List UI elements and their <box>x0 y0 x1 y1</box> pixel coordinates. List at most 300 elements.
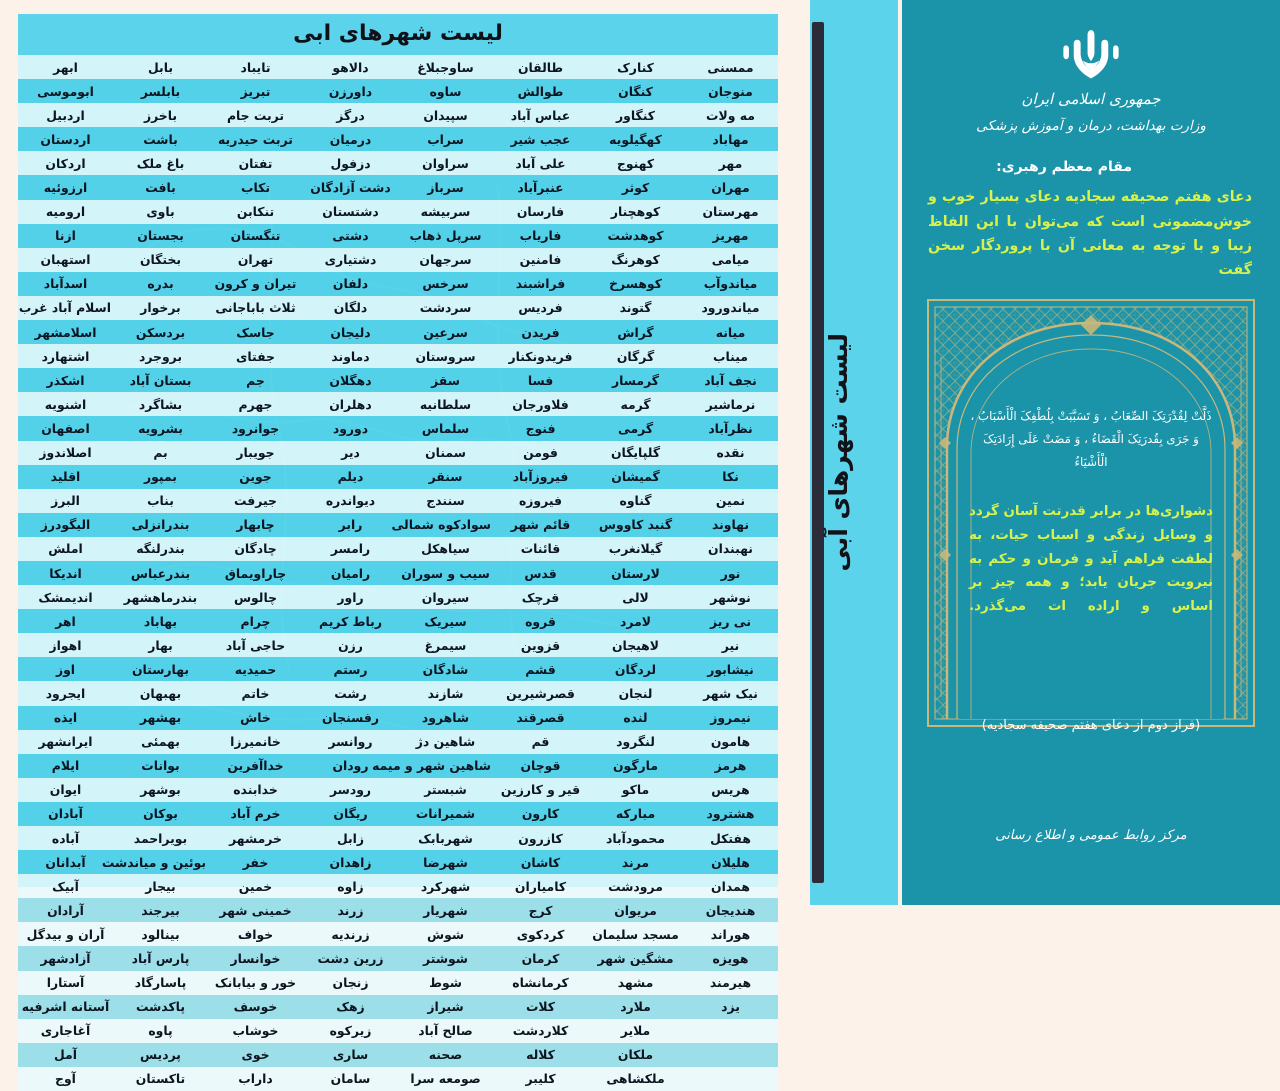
city-cell: تایباد <box>208 55 303 79</box>
city-cell: روانسر <box>303 730 398 754</box>
table-row <box>18 730 778 754</box>
city-cell: تنگستان <box>208 224 303 248</box>
city-cell: آبیک <box>18 874 113 898</box>
city-cell: عجب شیر <box>493 127 588 151</box>
city-cell: زهک <box>303 995 398 1019</box>
spine-title-text: لیست شهرهای آبی <box>823 333 853 572</box>
city-cell: چابهار <box>208 513 303 537</box>
city-cell: کهنوج <box>588 151 683 175</box>
city-cell: شیراز <box>398 995 493 1019</box>
city-cell: ملکان <box>588 1043 683 1067</box>
city-cell: زرین دشت <box>303 946 398 970</box>
city-cell: اشنویه <box>18 392 113 416</box>
city-cell: شمیرانات <box>398 802 493 826</box>
city-cell: سلماس <box>398 416 493 440</box>
city-cell: برخوار <box>113 296 208 320</box>
city-cell: کوثر <box>588 175 683 199</box>
city-cell: کنارک <box>588 55 683 79</box>
city-cell: لنده <box>588 706 683 730</box>
city-cell: اسلامشهر <box>18 320 113 344</box>
leader-quote-text: دعای هفتم صحیفه سجادیه دعای بسیار خوب و خوش‌مضمونی است که می‌توان با این الفاظ زیبا و با توجه به معانی آن با پروردگار سخن گفت <box>928 189 1252 279</box>
city-cell: تفتان <box>208 151 303 175</box>
city-cell: زرندیه <box>303 922 398 946</box>
city-cell: اسلام آباد غرب <box>18 296 113 320</box>
iran-emblem-icon <box>1056 26 1126 84</box>
city-cell: خداآفرین <box>208 754 303 778</box>
city-cell: لنگرود <box>588 730 683 754</box>
city-cell: گرمی <box>588 416 683 440</box>
city-cell: ملایر <box>588 1019 683 1043</box>
city-cell: باوی <box>113 200 208 224</box>
table-row <box>18 537 778 561</box>
city-cell: گتوند <box>588 296 683 320</box>
city-cell: بافت <box>113 175 208 199</box>
city-cell: گرمه <box>588 392 683 416</box>
city-cell: سرخس <box>398 272 493 296</box>
city-cell: آمل <box>18 1043 113 1067</box>
city-cell: گرگان <box>588 344 683 368</box>
city-cell: سرجهان <box>398 248 493 272</box>
table-row <box>18 1067 778 1091</box>
city-cell: جم <box>208 368 303 392</box>
city-cell: خرم آباد <box>208 802 303 826</box>
city-cell: رودسر <box>303 778 398 802</box>
city-cell: کوهسرخ <box>588 272 683 296</box>
city-cell: جویبار <box>208 441 303 465</box>
city-cell: کاشان <box>493 850 588 874</box>
city-cell: مرودشت <box>588 874 683 898</box>
city-cell: مرند <box>588 850 683 874</box>
city-cell: سروستان <box>398 344 493 368</box>
city-cell: نمین <box>683 489 778 513</box>
table-row <box>18 103 778 127</box>
city-cell: سمنان <box>398 441 493 465</box>
city-cell: پاکدشت <box>113 995 208 1019</box>
city-cell: راور <box>303 585 398 609</box>
city-cell: نور <box>683 561 778 585</box>
city-cell: تکاب <box>208 175 303 199</box>
city-cell: بیجار <box>113 874 208 898</box>
city-cell: تبریز <box>208 79 303 103</box>
city-cell: قزوین <box>493 633 588 657</box>
city-cell: درگز <box>303 103 398 127</box>
city-cell: پردیس <box>113 1043 208 1067</box>
city-cell: شهریار <box>398 898 493 922</box>
ministry-line-2: وزارت بهداشت، درمان و آموزش پزشکی <box>976 118 1206 135</box>
city-cell: طالقان <box>493 55 588 79</box>
city-cell: کلات <box>493 995 588 1019</box>
city-cell: زابل <box>303 826 398 850</box>
city-cell: خور و بیابانک <box>208 971 303 995</box>
table-row <box>18 657 778 681</box>
city-cell: کلاردشت <box>493 1019 588 1043</box>
city-cell: دشتی <box>303 224 398 248</box>
city-cell: هرمز <box>683 754 778 778</box>
city-cell: شاهین دژ <box>398 730 493 754</box>
city-cell: بوشهر <box>113 778 208 802</box>
city-cell: سیریک <box>398 609 493 633</box>
city-cell: آستانه اشرفیه <box>18 995 113 1019</box>
city-cell: جهرم <box>208 392 303 416</box>
table-row <box>18 465 778 489</box>
table-row <box>18 802 778 826</box>
city-cell: بوئین و میاندشت <box>113 850 208 874</box>
city-cell: البرز <box>18 489 113 513</box>
table-row <box>18 416 778 440</box>
city-cell: مریوان <box>588 898 683 922</box>
city-cell: نیمروز <box>683 706 778 730</box>
city-cell: لنجان <box>588 681 683 705</box>
city-cell: آستارا <box>18 971 113 995</box>
city-cell: جفتای <box>208 344 303 368</box>
city-cell: بویراحمد <box>113 826 208 850</box>
city-cell: جوانرود <box>208 416 303 440</box>
city-cell: کامیاران <box>493 874 588 898</box>
city-cell: رزن <box>303 633 398 657</box>
city-cell: کرمان <box>493 946 588 970</box>
city-cell: رستم <box>303 657 398 681</box>
city-cell: اشکذر <box>18 368 113 392</box>
city-cell: کنگان <box>588 79 683 103</box>
city-cell: چرام <box>208 609 303 633</box>
city-cell: نجف آباد <box>683 368 778 392</box>
city-cell: لارستان <box>588 561 683 585</box>
city-cell: رامسر <box>303 537 398 561</box>
city-cell: مبارکه <box>588 802 683 826</box>
city-cell: رامیان <box>303 561 398 585</box>
city-cell: اندیمشک <box>18 585 113 609</box>
city-cell: دیواندره <box>303 489 398 513</box>
city-cell: بهاباد <box>113 609 208 633</box>
city-cell: فنوج <box>493 416 588 440</box>
city-cell: جیرفت <box>208 489 303 513</box>
city-cell: لردگان <box>588 657 683 681</box>
city-cell: فارسان <box>493 200 588 224</box>
city-cell: سرباز <box>398 175 493 199</box>
city-cell: بمپور <box>113 465 208 489</box>
city-cell: ایوان <box>18 778 113 802</box>
city-cell: اصفهان <box>18 416 113 440</box>
city-cell: سیروان <box>398 585 493 609</box>
city-cell: رفسنجان <box>303 706 398 730</box>
city-cell <box>683 1019 778 1043</box>
city-cell: سپیدان <box>398 103 493 127</box>
city-cell: صومعه سرا <box>398 1067 493 1091</box>
city-cell: درمیان <box>303 127 398 151</box>
city-cell: عنبرآباد <box>493 175 588 199</box>
announcement-poster-panel <box>902 0 1280 905</box>
city-cell: ماکو <box>588 778 683 802</box>
city-cell: اردبیل <box>18 103 113 127</box>
table-row <box>18 368 778 392</box>
cities-table-body <box>18 55 778 1091</box>
table-row <box>18 1019 778 1043</box>
table-row <box>18 971 778 995</box>
city-cell: آزادشهر <box>18 946 113 970</box>
city-cell: گلپایگان <box>588 441 683 465</box>
city-cell: داورزن <box>303 79 398 103</box>
city-cell: هویزه <box>683 946 778 970</box>
city-cell: شازند <box>398 681 493 705</box>
city-cell: لاهیجان <box>588 633 683 657</box>
city-cell: لالی <box>588 585 683 609</box>
table-row <box>18 151 778 175</box>
city-cell: دیلم <box>303 465 398 489</box>
city-cell: حاجی آباد <box>208 633 303 657</box>
city-cell: سنقر <box>398 465 493 489</box>
city-cell: ملارد <box>588 995 683 1019</box>
city-cell: بینالود <box>113 922 208 946</box>
city-cell: رابر <box>303 513 398 537</box>
city-cell: مهرستان <box>683 200 778 224</box>
city-cell: هندیجان <box>683 898 778 922</box>
table-row <box>18 778 778 802</box>
city-cell: باشت <box>113 127 208 151</box>
city-cell: هریس <box>683 778 778 802</box>
table-row <box>18 200 778 224</box>
city-cell: مهر <box>683 151 778 175</box>
table-row <box>18 754 778 778</box>
city-cell: ازنا <box>18 224 113 248</box>
city-cell: خاتم <box>208 681 303 705</box>
city-cell: نهاوند <box>683 513 778 537</box>
city-cell: ابوموسی <box>18 79 113 103</box>
city-cell: دالاهو <box>303 55 398 79</box>
city-cell: خوانسار <box>208 946 303 970</box>
city-cell: بابلسر <box>113 79 208 103</box>
city-cell: اندیکا <box>18 561 113 585</box>
city-cell: استهبان <box>18 248 113 272</box>
city-cell: آرادان <box>18 898 113 922</box>
city-cell: بروجرد <box>113 344 208 368</box>
city-cell: بستان آباد <box>113 368 208 392</box>
city-cell: صحنه <box>398 1043 493 1067</box>
city-cell: فیروزآباد <box>493 465 588 489</box>
city-cell: بردسکن <box>113 320 208 344</box>
city-cell: سامان <box>303 1067 398 1091</box>
city-cell: صالح آباد <box>398 1019 493 1043</box>
city-cell: بابل <box>113 55 208 79</box>
city-cell: شهرضا <box>398 850 493 874</box>
city-cell: قصرشیرین <box>493 681 588 705</box>
city-cell: بشرویه <box>113 416 208 440</box>
city-cell: باخرز <box>113 103 208 127</box>
city-cell: نی ریز <box>683 609 778 633</box>
city-cell: نظرآباد <box>683 416 778 440</box>
city-cell: دشتستان <box>303 200 398 224</box>
city-cell: بختگان <box>113 248 208 272</box>
city-cell: چالوس <box>208 585 303 609</box>
city-cell: پاوه <box>113 1019 208 1043</box>
city-cell: هشترود <box>683 802 778 826</box>
city-cell: سقز <box>398 368 493 392</box>
city-cell: تربت حیدریه <box>208 127 303 151</box>
city-cell: پارس آباد <box>113 946 208 970</box>
city-cell: پاسارگاد <box>113 971 208 995</box>
city-cell: نیک شهر <box>683 681 778 705</box>
city-cell: سراوان <box>398 151 493 175</box>
city-cell: بجستان <box>113 224 208 248</box>
table-row <box>18 127 778 151</box>
city-cell: هیرمند <box>683 971 778 995</box>
city-cell: همدان <box>683 874 778 898</box>
city-cell: نیر <box>683 633 778 657</box>
city-cell: دزفول <box>303 151 398 175</box>
spine-divider <box>812 22 824 883</box>
city-cell: ایرانشهر <box>18 730 113 754</box>
city-cell: جاسک <box>208 320 303 344</box>
city-cell: بهارستان <box>113 657 208 681</box>
city-cell: آران و بیدگل <box>18 922 113 946</box>
city-cell: ملکشاهی <box>588 1067 683 1091</box>
city-cell: خانمیرزا <box>208 730 303 754</box>
table-row <box>18 392 778 416</box>
city-cell: یزد <box>683 995 778 1019</box>
city-cell: گناوه <box>588 489 683 513</box>
table-row <box>18 296 778 320</box>
table-row <box>18 224 778 248</box>
city-cell: حمیدیه <box>208 657 303 681</box>
city-cell: اشتهارد <box>18 344 113 368</box>
city-cell: نکا <box>683 465 778 489</box>
city-cell: تاکستان <box>113 1067 208 1091</box>
city-cell: اردکان <box>18 151 113 175</box>
city-cell: سراب <box>398 127 493 151</box>
table-row <box>18 79 778 103</box>
city-cell: شهربابک <box>398 826 493 850</box>
city-cell: زنجان <box>303 971 398 995</box>
city-cell: آوج <box>18 1067 113 1091</box>
city-cell: بدره <box>113 272 208 296</box>
city-cell: قروه <box>493 609 588 633</box>
city-cell: بوکان <box>113 802 208 826</box>
table-row <box>18 55 778 79</box>
table-row <box>18 561 778 585</box>
public-relations-center-label: مرکز روابط عمومی و اطلاع رسانی <box>995 828 1187 843</box>
city-cell: ثلاث باباجانی <box>208 296 303 320</box>
cities-table-card <box>18 14 778 1087</box>
city-cell: قشم <box>493 657 588 681</box>
city-cell: تربت جام <box>208 103 303 127</box>
city-cell: اسدآباد <box>18 272 113 296</box>
city-cell: دشتیاری <box>303 248 398 272</box>
city-cell: میانه <box>683 320 778 344</box>
city-cell: فریدونکنار <box>493 344 588 368</box>
city-cell: مه ولات <box>683 103 778 127</box>
city-cell: گمیشان <box>588 465 683 489</box>
table-row <box>18 609 778 633</box>
city-cell: سردشت <box>398 296 493 320</box>
city-cell: فسا <box>493 368 588 392</box>
cities-table <box>18 55 778 1091</box>
table-row <box>18 633 778 657</box>
table-row <box>18 826 778 850</box>
city-cell: خمین <box>208 874 303 898</box>
city-cell: سرعین <box>398 320 493 344</box>
city-cell: بهبهان <box>113 681 208 705</box>
city-cell: شبستر <box>398 778 493 802</box>
leader-label: مقام معظم رهبری: <box>996 159 1132 176</box>
city-cell: فاریاب <box>493 224 588 248</box>
table-row <box>18 513 778 537</box>
ornamental-frame <box>925 297 1257 729</box>
city-cell: خدابنده <box>208 778 303 802</box>
city-cell: هلیلان <box>683 850 778 874</box>
city-cell: قوچان <box>493 754 588 778</box>
city-cell: سربیشه <box>398 200 493 224</box>
city-cell: اهر <box>18 609 113 633</box>
arabic-supplication-text: ذَلَّتْ لِقُدْرَتِکَ الصِّعَابُ ، وَ تَسَبَّبَتْ بِلُطْفِکَ الْأَسْبَابُ ، وَ جَرَى بِقُدرَتِکَ الْقَضَاءُ ، وَ مَضَتْ عَلَى إِرَادَتِکَ الْأَشْیَاءُ <box>970 408 1212 469</box>
city-cell: دهلران <box>303 392 398 416</box>
city-cell: رودان <box>303 754 398 778</box>
table-row <box>18 585 778 609</box>
city-cell: عباس آباد <box>493 103 588 127</box>
table-row <box>18 272 778 296</box>
city-cell: بشاگرد <box>113 392 208 416</box>
city-cell: سوادکوه شمالی <box>398 513 493 537</box>
city-cell: باغ ملک <box>113 151 208 175</box>
table-row <box>18 175 778 199</box>
city-cell: میناب <box>683 344 778 368</box>
city-cell: سیمرغ <box>398 633 493 657</box>
city-cell: ایلام <box>18 754 113 778</box>
table-row <box>18 922 778 946</box>
city-cell: بناب <box>113 489 208 513</box>
city-cell: منوجان <box>683 79 778 103</box>
city-cell: مهریز <box>683 224 778 248</box>
city-cell: اقلید <box>18 465 113 489</box>
city-cell: جوین <box>208 465 303 489</box>
ministry-heading <box>976 88 1206 137</box>
city-cell: کرج <box>493 898 588 922</box>
city-cell: کوهدشت <box>588 224 683 248</box>
city-cell: مهران <box>683 175 778 199</box>
table-row <box>18 441 778 465</box>
table-row <box>18 946 778 970</box>
city-cell: اردستان <box>18 127 113 151</box>
vertical-title-spine <box>796 0 902 905</box>
city-cell: تیران و کرون <box>208 272 303 296</box>
city-cell: فریدن <box>493 320 588 344</box>
city-cell: کنگاور <box>588 103 683 127</box>
city-cell: طوالش <box>493 79 588 103</box>
city-cell: بهشهر <box>113 706 208 730</box>
city-cell: بندرلنگه <box>113 537 208 561</box>
table-row <box>18 850 778 874</box>
city-cell: هامون <box>683 730 778 754</box>
city-cell: فومن <box>493 441 588 465</box>
city-cell: کلیبر <box>493 1067 588 1091</box>
city-cell: زرند <box>303 898 398 922</box>
city-cell: ابهر <box>18 55 113 79</box>
city-cell: شوش <box>398 922 493 946</box>
table-row <box>18 706 778 730</box>
city-cell: رباط کریم <box>303 609 398 633</box>
city-cell: هفتکل <box>683 826 778 850</box>
city-cell: فردیس <box>493 296 588 320</box>
city-cell: بندرانزلی <box>113 513 208 537</box>
city-cell: زیرکوه <box>303 1019 398 1043</box>
city-cell: ساوه <box>398 79 493 103</box>
city-cell: کهگیلویه <box>588 127 683 151</box>
city-cell: علی آباد <box>493 151 588 175</box>
city-cell: سرپل ذهاب <box>398 224 493 248</box>
city-cell: رشت <box>303 681 398 705</box>
city-cell: کوهچنار <box>588 200 683 224</box>
city-cell: بندرعباس <box>113 561 208 585</box>
city-cell: دورود <box>303 416 398 440</box>
city-cell: فلاورجان <box>493 392 588 416</box>
